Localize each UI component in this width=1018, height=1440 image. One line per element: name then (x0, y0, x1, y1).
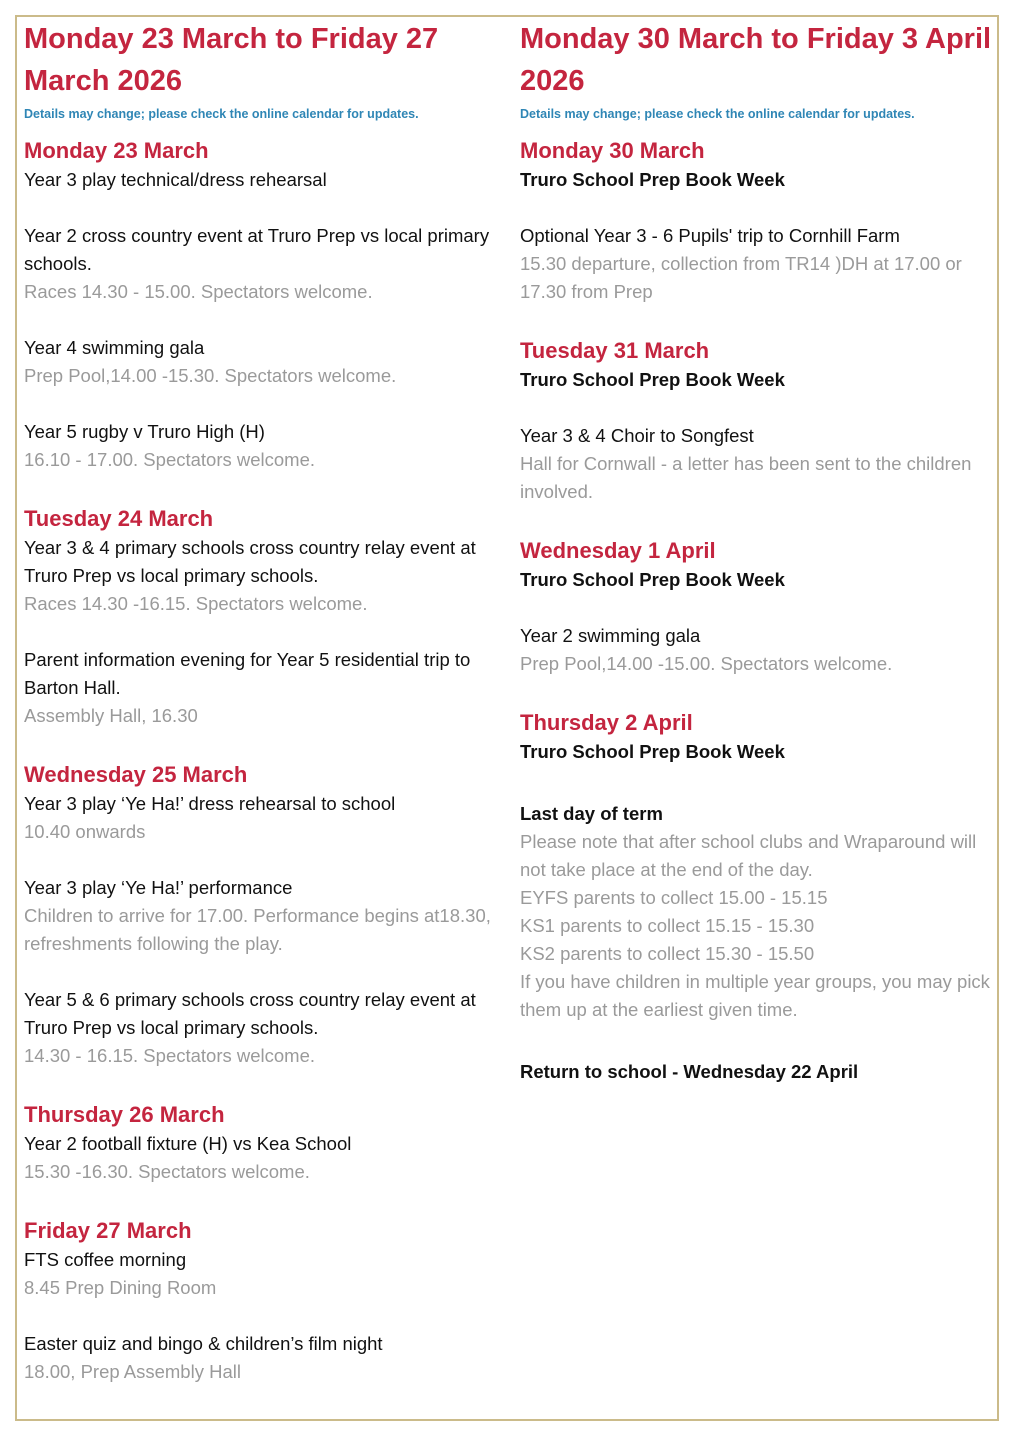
event-detail: 15.30 -16.30. Spectators welcome. (24, 1161, 310, 1182)
day-heading-monday: Monday 23 March (24, 138, 209, 163)
day-heading-friday: Friday 27 March (24, 1218, 192, 1243)
week-title: Monday 23 March to Friday 27 March 2026 (24, 23, 439, 97)
event-detail: If you have children in multiple year groups, you may pick them up at the earliest given time. (520, 971, 990, 1020)
event-title: Year 3 play technical/dress rehearsal (24, 169, 327, 190)
update-notice: Details may change; please check the online calendar for updates. (24, 107, 419, 121)
event-title: Year 5 & 6 primary schools cross country relay event at Truro Prep vs local primary schools. (24, 989, 476, 1038)
event-title: Parent information evening for Year 5 residential trip to Barton Hall. (24, 649, 471, 698)
event-title: FTS coffee morning (24, 1249, 187, 1270)
event-detail: Prep Pool,14.00 -15.00. Spectators welcome. (520, 653, 893, 674)
book-week-note: Truro School Prep Book Week (520, 741, 785, 762)
event-detail: Races 14.30 - 15.00. Spectators welcome. (24, 281, 373, 302)
event-title: Year 3 & 4 primary schools cross country relay event at Truro Prep vs local primary schools. (24, 537, 476, 586)
book-week-note: Truro School Prep Book Week (520, 169, 785, 190)
event-title: Year 4 swimming gala (24, 337, 205, 358)
event-detail: 8.45 Prep Dining Room (24, 1277, 217, 1298)
event-detail: Prep Pool,14.00 -15.30. Spectators welcome. (24, 365, 397, 386)
event-detail: 15.30 departure, collection from TR14 )DH at 17.00 or 17.30 from Prep (520, 253, 962, 302)
event-title: Optional Year 3 - 6 Pupils' trip to Cornhill Farm (520, 225, 900, 246)
event-title: Year 3 play ‘Ye Ha!’ dress rehearsal to school (24, 793, 396, 814)
week-column-left (24, 18, 494, 1386)
day-heading-wednesday: Wednesday 25 March (24, 762, 248, 787)
event-detail: KS2 parents to collect 15.30 - 15.50 (520, 943, 815, 964)
day-heading-tuesday: Tuesday 24 March (24, 506, 214, 531)
event-detail: KS1 parents to collect 15.15 - 15.30 (520, 915, 815, 936)
event-detail: Assembly Hall, 16.30 (24, 705, 198, 726)
event-detail: Hall for Cornwall - a letter has been sent to the children involved. (520, 453, 972, 502)
event-detail: 14.30 - 16.15. Spectators welcome. (24, 1045, 316, 1066)
event-title: Year 2 football fixture (H) vs Kea School (24, 1133, 352, 1154)
event-title: Year 2 swimming gala (520, 625, 701, 646)
event-title: Year 2 cross country event at Truro Prep vs local primary schools. (24, 225, 490, 274)
day-heading-thursday: Thursday 2 April (520, 710, 693, 735)
day-heading-thursday: Thursday 26 March (24, 1102, 225, 1127)
day-heading-wednesday: Wednesday 1 April (520, 538, 716, 563)
day-heading-tuesday: Tuesday 31 March (520, 338, 710, 363)
book-week-note: Truro School Prep Book Week (520, 569, 785, 590)
update-notice: Details may change; please check the online calendar for updates. (520, 107, 915, 121)
event-detail: Races 14.30 -16.15. Spectators welcome. (24, 593, 368, 614)
event-title: Year 3 & 4 Choir to Songfest (520, 425, 754, 446)
return-date-note: Return to school - Wednesday 22 April (520, 1061, 859, 1082)
event-detail: Please note that after school clubs and Wraparound will not take place at the end of the day. (520, 831, 977, 880)
event-detail: 16.10 - 17.00. Spectators welcome. (24, 449, 316, 470)
event-title: Year 5 rugby v Truro High (H) (24, 421, 265, 442)
event-detail: 18.00, Prep Assembly Hall (24, 1361, 241, 1382)
week-title: Monday 30 March to Friday 3 April 2026 (520, 23, 992, 97)
day-heading-monday: Monday 30 March (520, 138, 705, 163)
week-column-right (520, 18, 1005, 1086)
event-detail: EYFS parents to collect 15.00 - 15.15 (520, 887, 828, 908)
book-week-note: Truro School Prep Book Week (520, 369, 785, 390)
event-detail: 10.40 onwards (24, 821, 146, 842)
event-title: Year 3 play ‘Ye Ha!’ performance (24, 877, 293, 898)
event-title: Easter quiz and bingo & children’s film night (24, 1333, 383, 1354)
event-detail: Children to arrive for 17.00. Performance begins at18.30, refreshments following the play. (24, 905, 491, 954)
last-day-heading: Last day of term (520, 803, 663, 824)
